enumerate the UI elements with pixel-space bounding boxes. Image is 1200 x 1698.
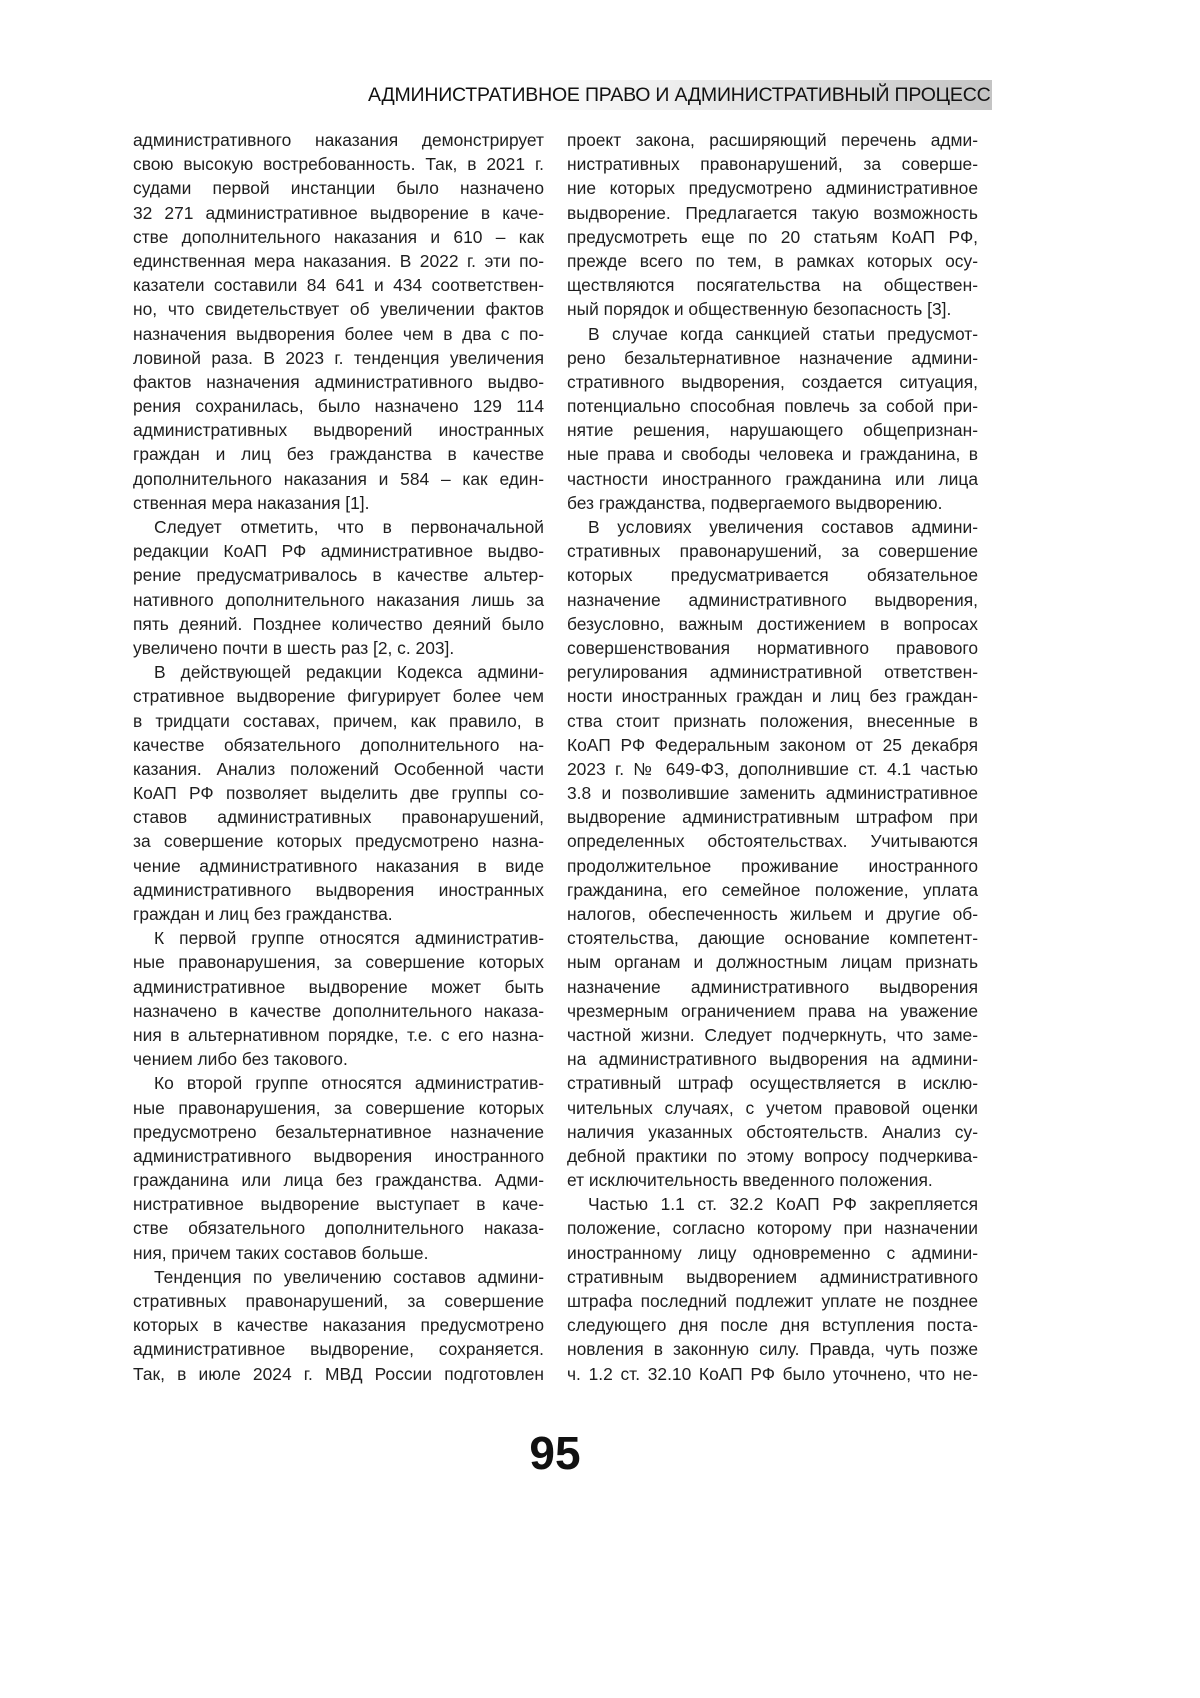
text-line: предусмотреть еще по 20 статьям КоАП РФ, — [567, 225, 978, 249]
text-line: определенных обстоятельствах. Учитываются — [567, 829, 978, 853]
text-line: в тридцати составах, причем, как правило, в — [133, 709, 544, 733]
text-line: КоАП РФ позволяет выделить две группы со- — [133, 781, 544, 805]
text-line: казания. Анализ положений Особенной части — [133, 757, 544, 781]
text-line: фактов назначения административного выдво- — [133, 370, 544, 394]
text-line: Тенденция по увеличению составов админи- — [133, 1265, 544, 1289]
text-line: стративных правонарушений, за совершение — [567, 539, 978, 563]
paragraph — [567, 128, 978, 322]
text-line: гражданина, его семейное положение, уплата — [567, 878, 978, 902]
text-line: административное выдворение может быть — [133, 975, 544, 999]
text-line: единственная мера наказания. В 2022 г. эти по- — [133, 249, 544, 273]
text-line: К первой группе относятся административ- — [133, 926, 544, 950]
text-line: ности иностранных граждан и лиц без граждан- — [567, 684, 978, 708]
text-line: ния, причем таких составов больше. — [133, 1241, 544, 1265]
text-line: чительных случаях, с учетом правовой оценки — [567, 1096, 978, 1120]
text-line: граждан и лиц без гражданства. — [133, 902, 544, 926]
text-line: стве обязательного дополнительного наказа- — [133, 1216, 544, 1240]
text-line: продолжительное проживание иностранного — [567, 854, 978, 878]
text-line: административного выдворения иностранных — [133, 878, 544, 902]
text-line: наличия указанных обстоятельств. Анализ су- — [567, 1120, 978, 1144]
text-line: Частью 1.1 ст. 32.2 КоАП РФ закрепляется — [567, 1192, 978, 1216]
text-line: стоятельства, дающие основание компетент- — [567, 926, 978, 950]
text-line: стративного выдворения, создается ситуация, — [567, 370, 978, 394]
text-line: ные правонарушения, за совершение которых — [133, 950, 544, 974]
text-line: 32 271 административное выдворение в каче- — [133, 201, 544, 225]
text-line: назначение административного выдворения, — [567, 588, 978, 612]
text-line: положение, согласно которому при назначении — [567, 1216, 978, 1240]
text-line: стративное выдворение фигурирует более чем — [133, 684, 544, 708]
text-line: нятие решения, нарушающего общепризнан- — [567, 418, 978, 442]
text-line: иностранному лицу одновременно с админи- — [567, 1241, 978, 1265]
text-line: ные правонарушения, за совершение которых — [133, 1096, 544, 1120]
text-line: редакции КоАП РФ административное выдво- — [133, 539, 544, 563]
text-line: административного выдворения иностранного — [133, 1144, 544, 1168]
text-line: Ко второй группе относятся административ- — [133, 1071, 544, 1095]
text-line: судами первой инстанции было назначено — [133, 176, 544, 200]
text-line: чение административного наказания в виде — [133, 854, 544, 878]
text-line: назначение административного выдворения — [567, 975, 978, 999]
text-line: В действующей редакции Кодекса админи- — [133, 660, 544, 684]
text-line: ставов административных правонарушений, — [133, 805, 544, 829]
text-line: граждан и лиц без гражданства в качестве — [133, 442, 544, 466]
text-line: частности иностранного гражданина или лица — [567, 467, 978, 491]
text-line: без гражданства, подвергаемого выдворению. — [567, 491, 978, 515]
text-line: ет исключительность введенного положения. — [567, 1168, 978, 1192]
page-number: 95 — [0, 1426, 1110, 1480]
text-line: увеличено почти в шесть раз [2, с. 203]. — [133, 636, 544, 660]
text-line: чением либо без такового. — [133, 1047, 544, 1071]
text-line: проект закона, расширяющий перечень адми- — [567, 128, 978, 152]
text-line: стративный штраф осуществляется в исклю- — [567, 1071, 978, 1095]
text-line: стве дополнительного наказания и 610 – как — [133, 225, 544, 249]
text-line: которых предусматривается обязательное — [567, 563, 978, 587]
text-line: регулирования административной ответствен- — [567, 660, 978, 684]
text-line: дополнительного наказания и 584 – как един- — [133, 467, 544, 491]
text-line: 2023 г. № 649-ФЗ, дополнившие ст. 4.1 частью — [567, 757, 978, 781]
text-line: ние которых предусмотрено административное — [567, 176, 978, 200]
text-line: назначения выдворения более чем в два с по- — [133, 322, 544, 346]
text-line: гражданина или лица без гражданства. Адми- — [133, 1168, 544, 1192]
text-line: предусмотрено безальтернативное назначение — [133, 1120, 544, 1144]
text-line: ства стоит признать положения, внесенные в — [567, 709, 978, 733]
text-line: В случае когда санкцией статьи предусмот- — [567, 322, 978, 346]
text-line: прежде всего по тем, в рамках которых осу- — [567, 249, 978, 273]
text-line: но, что свидетельствует об увеличении фактов — [133, 297, 544, 321]
text-line: казатели составили 84 641 и 434 соответствен- — [133, 273, 544, 297]
text-line: рения сохранилась, было назначено 129 114 — [133, 394, 544, 418]
text-line: качестве обязательного дополнительного на- — [133, 733, 544, 757]
paragraph — [567, 1192, 978, 1386]
text-line: ным органам и должностным лицам признать — [567, 950, 978, 974]
text-line: ные права и свободы человека и гражданина, в — [567, 442, 978, 466]
text-line: ния в альтернативном порядке, т.е. с его назна- — [133, 1023, 544, 1047]
paragraph — [133, 128, 544, 515]
running-header-title: АДМИНИСТРАТИВНОЕ ПРАВО И АДМИНИСТРАТИВНЫЙ ПРОЦЕСС — [368, 84, 990, 107]
text-line: ловиной раза. В 2023 г. тенденция увеличения — [133, 346, 544, 370]
text-line: ственная мера наказания [1]. — [133, 491, 544, 515]
text-line: на административного выдворения на админи- — [567, 1047, 978, 1071]
text-line: 3.8 и позволившие заменить административное — [567, 781, 978, 805]
paragraph — [133, 926, 544, 1071]
text-line: нистративных правонарушений, за соверше- — [567, 152, 978, 176]
text-line: административных выдворений иностранных — [133, 418, 544, 442]
paragraph — [133, 515, 544, 660]
text-line: Так, в июле 2024 г. МВД России подготовлен — [133, 1362, 544, 1386]
text-line: ный порядок и общественную безопасность [3]. — [567, 297, 978, 321]
text-line: чрезмерным ограничением права на уважение — [567, 999, 978, 1023]
text-line: безусловно, важным достижением в вопросах — [567, 612, 978, 636]
paragraph — [567, 322, 978, 516]
paragraph — [133, 1071, 544, 1265]
text-line: административного наказания демонстрирует — [133, 128, 544, 152]
paragraph — [567, 515, 978, 1192]
text-line: Следует отметить, что в первоначальной — [133, 515, 544, 539]
text-column-right — [567, 128, 978, 1386]
text-line: нистративное выдворение выступает в каче- — [133, 1192, 544, 1216]
text-line: ч. 1.2 ст. 32.10 КоАП РФ было уточнено, что не- — [567, 1362, 978, 1386]
text-line: выдворение. Предлагается такую возможность — [567, 201, 978, 225]
text-line: В условиях увеличения составов админи- — [567, 515, 978, 539]
text-column-left — [133, 128, 544, 1386]
text-line: стративных правонарушений, за совершение — [133, 1289, 544, 1313]
text-line: следующего дня после дня вступления поста- — [567, 1313, 978, 1337]
text-line: совершенствования нормативного правового — [567, 636, 978, 660]
text-line: ществляются посягательства на обществен- — [567, 273, 978, 297]
text-line: КоАП РФ Федеральным законом от 25 декабря — [567, 733, 978, 757]
text-line: рено безальтернативное назначение админи- — [567, 346, 978, 370]
text-line: потенциально способная повлечь за собой при- — [567, 394, 978, 418]
text-line: за совершение которых предусмотрено назна- — [133, 829, 544, 853]
paragraph — [133, 1265, 544, 1386]
text-line: новления в законную силу. Правда, чуть позже — [567, 1337, 978, 1361]
text-line: стративным выдворением административного — [567, 1265, 978, 1289]
text-line: которых в качестве наказания предусмотрено — [133, 1313, 544, 1337]
text-line: налогов, обеспеченность жильем и другие об- — [567, 902, 978, 926]
text-line: частной жизни. Следует подчеркнуть, что заме- — [567, 1023, 978, 1047]
text-line: дебной практики по этому вопросу подчеркива- — [567, 1144, 978, 1168]
text-line: назначено в качестве дополнительного наказа- — [133, 999, 544, 1023]
text-line: штрафа последний подлежит уплате не позднее — [567, 1289, 978, 1313]
text-line: свою высокую востребованность. Так, в 2021 г. — [133, 152, 544, 176]
text-line: нативного дополнительного наказания лишь за — [133, 588, 544, 612]
text-line: пять деяний. Позднее количество деяний было — [133, 612, 544, 636]
text-line: административное выдворение, сохраняется. — [133, 1337, 544, 1361]
text-line: рение предусматривалось в качестве альтер- — [133, 563, 544, 587]
text-line: выдворение административным штрафом при — [567, 805, 978, 829]
paragraph — [133, 660, 544, 926]
